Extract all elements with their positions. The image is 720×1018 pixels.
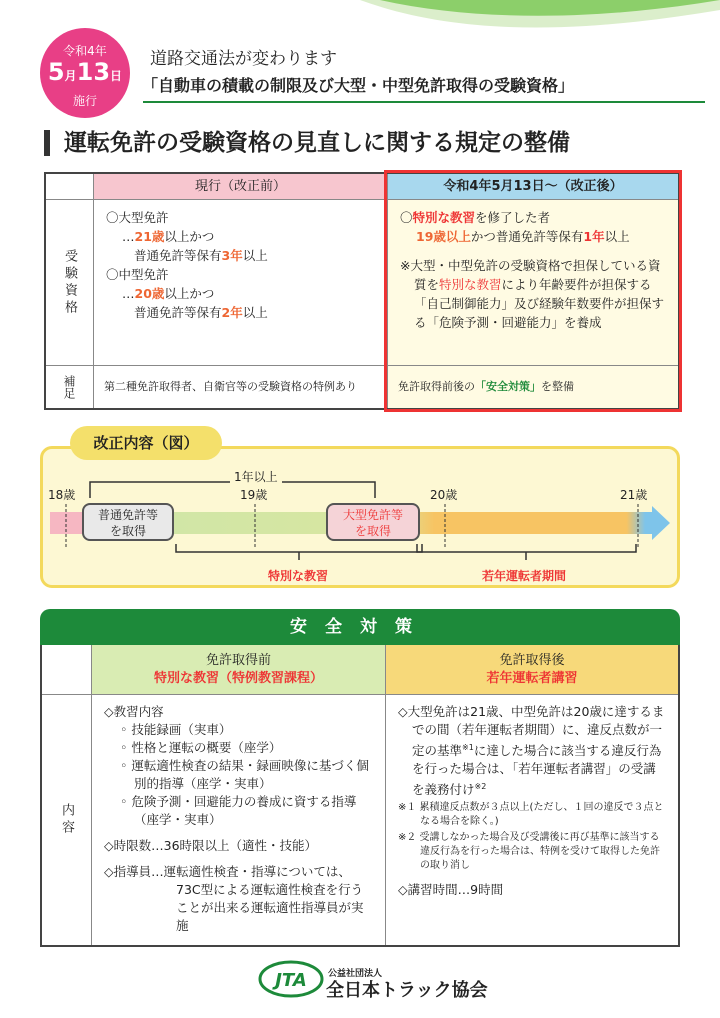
old-large-age <box>106 227 375 246</box>
row-label-qualification: 受験資格 <box>46 200 94 366</box>
text: 以上 <box>604 229 630 244</box>
box-ordinary-license <box>82 503 174 541</box>
text: ◦ 運転適性検査の結果・録画映像に基づく個別的指導（座学・実車） <box>120 758 369 791</box>
text-red: 特別な教習 <box>412 210 476 225</box>
after-content-cell <box>386 695 678 945</box>
text: 以上かつ <box>164 229 215 244</box>
old-qualification-cell <box>94 200 388 366</box>
text: ◇教習内容 <box>104 704 164 719</box>
old-medium-years <box>106 303 375 322</box>
old-large-license: 〇大型免許 <box>106 210 169 225</box>
label-special-training: 特別な教習 <box>268 569 329 583</box>
footer-org-name: 全日本トラック協会 <box>326 980 488 1001</box>
age-19: 19歳 <box>240 488 268 502</box>
box-large-license <box>326 503 420 541</box>
age-20: 20歳 <box>430 488 458 502</box>
text: 普通免許等 <box>97 508 158 522</box>
new-special-training <box>400 208 666 227</box>
text-green: 「安全対策」 <box>475 380 541 393</box>
old-medium-license: 〇中型免許 <box>106 267 169 282</box>
text-red: 若年運転者講習 <box>486 671 578 686</box>
text: を取得 <box>109 524 146 538</box>
header-before-revision: 現行（改正前） <box>94 174 388 200</box>
footnote-2: ※２ 受講しなかった場合及び受講後に再び基準に該当する違反行為を行った場合は、特例を受けて取得した免許の取り消し <box>398 832 660 872</box>
text: ◦ 技能録画（実車） <box>120 722 232 737</box>
header-after-revision: 令和4年5月13日～（改正後） <box>388 174 678 200</box>
text: 以上 <box>242 305 268 320</box>
old-large-years <box>106 246 375 265</box>
text-red: 20歳 <box>134 286 165 301</box>
text: ※大型・中型免許の受験資格で担保している資質を <box>400 258 661 292</box>
text: … <box>122 229 135 244</box>
safety-table <box>40 645 680 947</box>
text: により年齢要件が担保する「自己制御能力」及び経験年数要件が担保する「危険予測・回避能力」を養成 <box>414 277 665 330</box>
new-note <box>400 256 666 332</box>
text: … <box>122 286 135 301</box>
badge-sekou: 施行 <box>72 94 97 108</box>
header-after-license <box>386 645 678 695</box>
text: ◇指導員…運転適性検査・指導については、73C型による運転適性検査を行うことが出来る運転適性指導員が実施 <box>104 864 364 933</box>
spacer <box>104 855 373 863</box>
text: ※2 <box>474 782 487 792</box>
footer-org-type: 公益社団法人 <box>328 969 383 979</box>
badge-era: 令和4年 <box>63 44 107 58</box>
text-red: 3年 <box>221 248 243 263</box>
text: 以上かつ <box>164 286 215 301</box>
text: 〇 <box>400 210 413 225</box>
text: 以上 <box>242 248 268 263</box>
text: 免許取得後 <box>499 653 565 668</box>
text-red: 19歳以上 <box>416 229 471 244</box>
table-corner <box>42 645 92 695</box>
text-red: 特別な教習（特例教習課程） <box>153 671 323 686</box>
text: に達した場合に該当する違反行為を行った場合は、「若年運転者講習」の受講を義務付け <box>412 743 662 798</box>
age-21: 21歳 <box>620 488 648 502</box>
text: を取得 <box>354 524 391 538</box>
spacer <box>398 873 666 881</box>
section-title: 運転免許の受験資格の見直しに関する規定の整備 <box>44 130 570 156</box>
text: ◦ 性格と運転の概要（座学） <box>120 740 282 755</box>
text: ◇時限数…36時限以上（適性・技能） <box>104 838 318 853</box>
text: を整備 <box>541 380 574 393</box>
text: 大型免許等 <box>342 508 403 522</box>
table-corner <box>46 174 94 200</box>
text: ※1 <box>462 743 474 752</box>
age-18: 18歳 <box>48 488 76 502</box>
text: 免許取得前 <box>205 653 271 668</box>
new-qualification-cell <box>388 200 678 366</box>
badge-month-day: 5月13日 <box>47 58 123 86</box>
jta-logo <box>258 960 324 998</box>
text: 普通免許等保有 <box>134 248 222 263</box>
text: かつ普通免許等保有 <box>470 229 584 244</box>
logo-text: JTA <box>275 970 307 991</box>
safety-header: 安全対策 <box>40 609 680 645</box>
row-label-supplement: 補足 <box>46 366 94 408</box>
header-subtitle: 「自動車の積載の制限及び大型・中型免許取得の受験資格」 <box>142 76 575 95</box>
header-title: 道路交通法が変わります <box>150 49 337 69</box>
text: ◇講習時間…9時間 <box>398 882 504 898</box>
old-supplement: 第二種免許取得者、自衛官等の受験資格の特例あり <box>94 366 388 408</box>
effective-date-badge <box>40 28 130 118</box>
old-medium-age <box>106 284 375 303</box>
after-main-text <box>398 703 666 799</box>
row-label-content: 内容 <box>42 695 92 945</box>
before-content-cell <box>92 695 386 945</box>
header-rule <box>143 101 705 103</box>
one-year-label: 1年以上 <box>230 468 282 485</box>
text: 免許取得前後の <box>398 380 475 393</box>
spacer <box>104 829 373 837</box>
text: ◦ 危険予測・回避能力の養成に資する指導（座学・実車） <box>120 794 357 827</box>
qualification-table <box>44 172 680 410</box>
text: を修了した者 <box>475 210 551 225</box>
text-red: 21歳 <box>134 229 165 244</box>
text-red: 2年 <box>221 305 243 320</box>
new-age-years <box>400 227 666 246</box>
footnote-1: ※１ 累積違反点数が３点以上(ただし、１回の違反で３点となる場合を除く。) <box>398 802 664 828</box>
new-supplement <box>388 366 678 408</box>
text-red: 特別な教習 <box>439 277 502 292</box>
text: 普通免許等保有 <box>134 305 222 320</box>
header-before-license <box>92 645 386 695</box>
diagram-tag: 改正内容（図） <box>70 426 222 460</box>
text-red: 1年 <box>583 229 605 244</box>
text: ◇大型免許は21歳、中型免許は20歳に達するまでの間（若年運転者期間）に、違反点数が一定の基準 <box>398 704 665 759</box>
label-young-driver: 若年運転者期間 <box>482 569 567 583</box>
